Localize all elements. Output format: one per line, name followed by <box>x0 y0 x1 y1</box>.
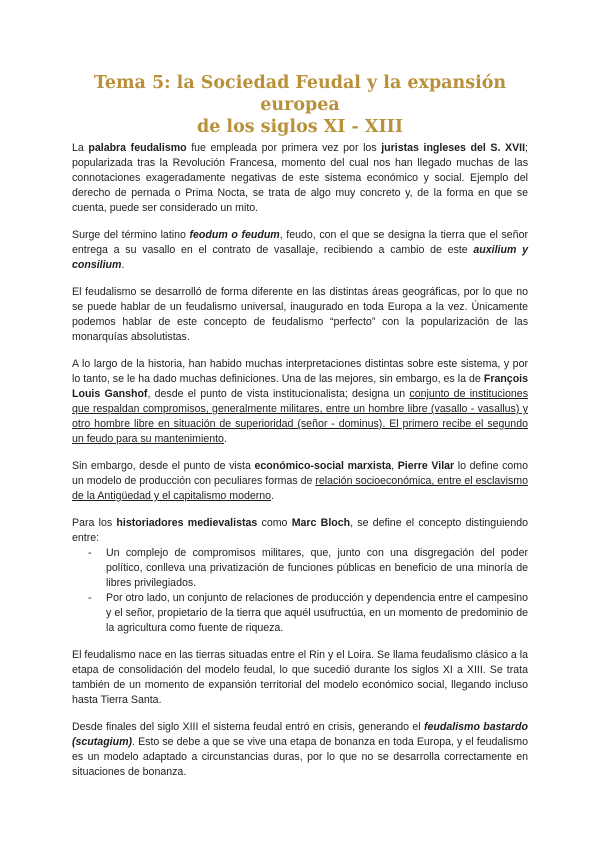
bold-term: historiadores medievalistas <box>116 517 258 529</box>
text-run: ; popularizada tras la Revolución Francesa, momento del cual nos han llegado muchas de las connotaciones exageradamente negativas de este sistema económico y social. Ejemplo del derecho de pernada o Prima Nocta, se trata de algo muy concreto y, de la forma en que se cuenta, puede ser considerado un mito. <box>72 142 528 214</box>
bold-term: Marc Bloch <box>291 517 351 529</box>
text-run: Para los <box>72 517 117 529</box>
text-run: Sin embargo, desde el punto de vista <box>72 460 255 472</box>
list-item: - Por otro lado, un conjunto de relaciones de producción y dependencia entre el campesino y el señor, propietario de la tierra que aquél usufructúa, en un momento de predominio de la agricultura como fuente de riqueza. <box>106 591 528 636</box>
bold-italic-term: auxilium y consilium <box>72 244 529 271</box>
text-run: como <box>257 517 292 529</box>
text-run: , desde el punto de vista institucionalista; designa un <box>147 388 410 400</box>
bold-italic-term: feudalismo bastardo (scutagium) <box>72 721 529 748</box>
paragraph-classic-feudalism <box>72 648 528 708</box>
list-item: - Un complejo de compromisos militares, que, junto con una disgregación del poder político, conlleva una privatización de funciones públicas en beneficio de una minoría de libres privilegiados. <box>106 546 528 591</box>
text-run: , feudo, con el que se designa la tierra que el señor entrega a su vasallo en el contrato de vasallaje, recibiendo a cambio de este <box>72 229 528 256</box>
paragraph-ganshof-definition <box>72 357 528 447</box>
paragraph-geographic-development <box>72 285 528 345</box>
paragraph-latin-term <box>72 228 528 273</box>
text-run: . Esto se debe a que se vive una etapa de bonanza en toda Europa, y el feudalismo es un modelo adaptado a circunstancias duras, por lo que no se desarrolla correctamente en situaciones de bonanza. <box>72 736 528 778</box>
text-run: . <box>223 433 227 445</box>
title-line-2: de los siglos XI - XIII <box>196 117 404 137</box>
underlined-definition: relación socioeconómica, entre el esclavismo de la Antigüedad y el capitalismo moderno <box>72 475 528 502</box>
text-run: fue empleada por primera vez por los <box>186 142 382 154</box>
text-run: lo define como un modelo de producción con peculiares formas de <box>72 460 528 487</box>
text-run: , se define el concepto distinguiendo entre: <box>72 517 529 544</box>
title-line-1: Tema 5: la Sociedad Feudal y la expansión europea <box>93 73 507 115</box>
bold-term: juristas ingleses del S. XVII <box>381 142 526 154</box>
bold-term: económico-social marxista <box>254 460 392 472</box>
text-run: A lo largo de la historia, han habido muchas interpretaciones distintas sobre este sistema, y por lo tanto, se le ha dado muchas definiciones. Una de las mejores, sin embargo, es la de <box>72 358 528 385</box>
text-run: , <box>391 460 398 472</box>
text-run: . <box>271 490 275 502</box>
bold-term: palabra feudalismo <box>88 142 187 154</box>
paragraph-vilar-definition <box>72 459 528 504</box>
bold-term: Pierre Vilar <box>397 460 455 472</box>
underlined-definition: conjunto de instituciones que respaldan compromisos, generalmente militares, entre un hombre libre (vasallo - vasallus) y otro hombre libre en situación de superioridad (señor - dominus). El primero recibe el segundo un feudo para su mantenimiento <box>72 388 528 445</box>
text-run: El feudalismo se desarrolló de forma diferente en las distintas áreas geográficas, por lo que no se puede hablar de un feudalismo universal, inaugurado en toda Europa a la vez. Únicamente podemos hablar de este concepto de feudalismo “perfecto” con la popularización de las monarquías absolutistas. <box>72 286 528 343</box>
text-run: Desde finales del siglo XIII el sistema feudal entró en crisis, generando el <box>72 721 424 733</box>
document-body <box>72 141 528 792</box>
page-title <box>60 72 540 138</box>
paragraph-feudal-crisis <box>72 720 528 780</box>
text-run: . <box>121 259 125 271</box>
paragraph-bloch-intro <box>72 516 528 546</box>
paragraph-feudalism-origin <box>72 141 528 216</box>
bold-term: François Louis Ganshof <box>72 373 528 400</box>
text-run: El feudalismo nace en las tierras situadas entre el Rin y el Loira. Se llama feudalismo clásico a la etapa de consolidación del modelo feudal, lo que sucedió durante los siglos XI a XIII. Se trata también de un momento de expansión territorial del modelo económico social, llegando incluso hasta Tierra Santa. <box>72 649 528 706</box>
text-run: La <box>72 142 89 154</box>
bloch-definition-list <box>72 546 528 636</box>
bold-italic-term: feodum o feudum <box>189 229 280 241</box>
text-run: Surge del término latino <box>72 229 190 241</box>
